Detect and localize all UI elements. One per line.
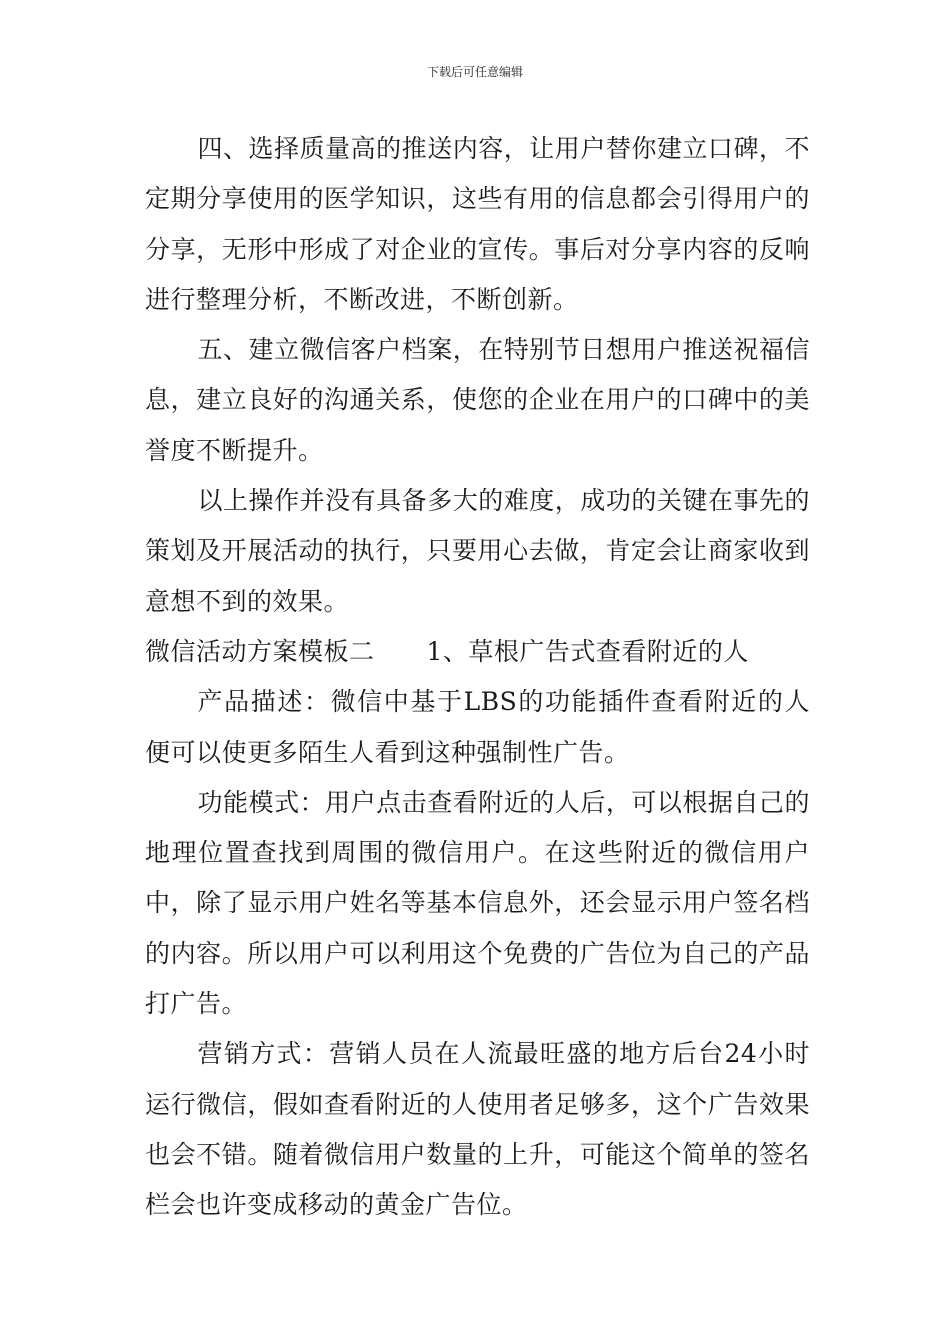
paragraph-step-four: 四、选择质量高的推送内容，让用户替你建立口碑，不定期分享使用的医学知识，这些有用的信息都会引得用户的分享，无形中形成了对企业的宣传。事后对分享内容的反响进行整理分析，不断改进，不断创新。 [145, 134, 810, 314]
paragraph-function-mode: 功能模式：用户点击查看附近的人后，可以根据自己的地理位置查找到周围的微信用户。在这些附近的微信用户中，除了显示用户姓名等基本信息外，还会显示用户签名档的内容。所以用户可以利用这个免费的广告位为自己的产品打广告。 [145, 787, 810, 1019]
section-title: 微信活动方案模板二 [145, 636, 375, 666]
paragraph-summary: 以上操作并没有具备多大的难度，成功的关键在事先的策划及开展活动的执行，只要用心去做，肯定会让商家收到意想不到的效果。 [145, 486, 810, 616]
section-subtitle: 1、草根广告式查看附近的人 [426, 636, 749, 666]
paragraph-step-five: 五、建立微信客户档案，在特别节日想用户推送祝福信息，建立良好的沟通关系，使您的企业在用户的口碑中的美誉度不断提升。 [145, 335, 810, 465]
document-body [145, 124, 810, 1231]
section-heading [145, 627, 810, 677]
paragraph-marketing-method: 营销方式：营销人员在人流最旺盛的地方后台24小时运行微信，假如查看附近的人使用者足够多，这个广告效果也会不错。随着微信用户数量的上升，可能这个简单的签名栏会也许变成移动的黄金广告位。 [145, 1039, 810, 1220]
page-header: 下载后可任意编辑 [426, 65, 523, 79]
paragraph-product-description: 产品描述：微信中基于LBS的功能插件查看附近的人便可以使更多陌生人看到这种强制性广告。 [145, 687, 810, 767]
